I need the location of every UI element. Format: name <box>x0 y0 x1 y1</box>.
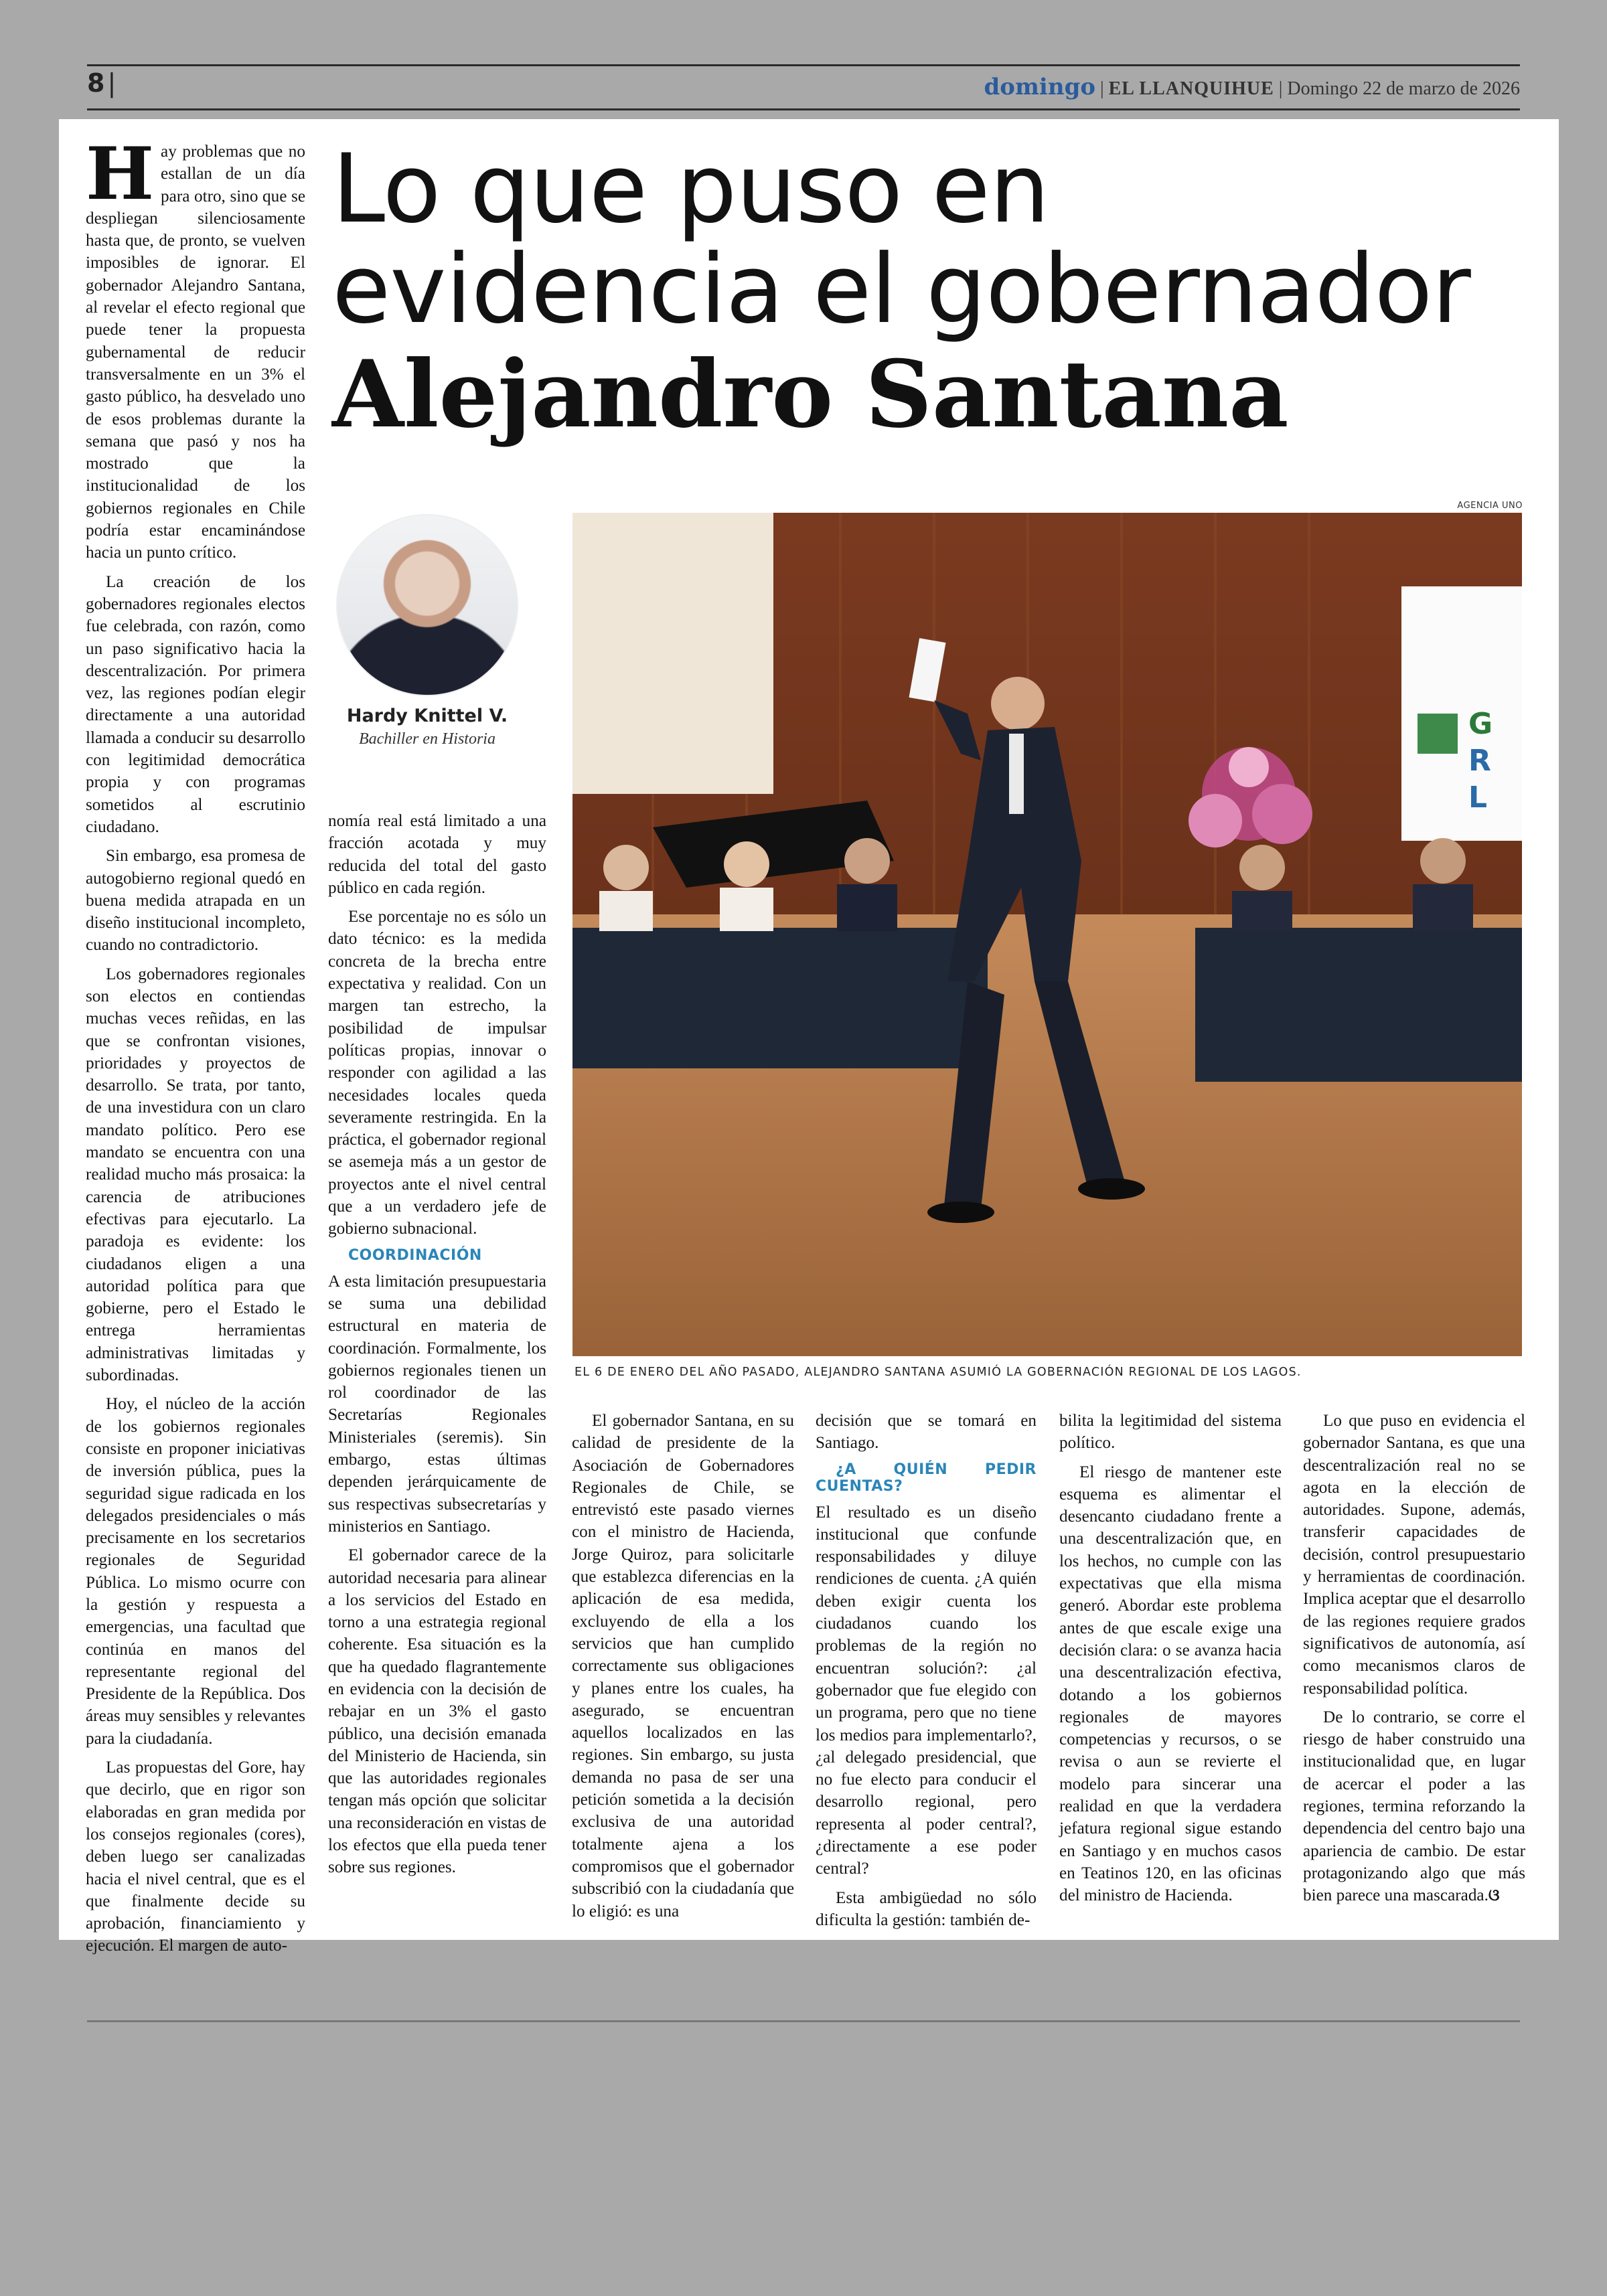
author-avatar <box>336 514 518 696</box>
paragraph: Hoy, el núcleo de la acción de los gobiernos regionales consiste en proponer iniciativas de inversión pública, pues la seguridad sigue radicada en los delegados presidenciales o más precisamente en los secretarios regionales de Seguridad Pública. Lo mismo ocurre con la gestión y respuesta a emergencias, una facultad que continúa en manos del representante regional del Presidente de la República. Dos áreas muy sensibles y relevantes para la ciudadanía. <box>86 1395 305 1748</box>
headline <box>332 134 1551 448</box>
table-right <box>1195 928 1522 1082</box>
photo-caption: EL 6 DE ENERO DEL AÑO PASADO, ALEJANDRO SANTANA ASUMIÓ LA GOBERNACIÓN REGIONAL DE LOS LAGOS. <box>575 1366 1302 1379</box>
paragraph: Sin embargo, esa promesa de autogobierno regional quedó en buena medida atrapada en un diseño institucional incompleto, cuando no contradictorio. <box>86 847 305 955</box>
headline-line-2: evidencia el gobernador <box>332 234 1470 345</box>
author-title: Bachiller en Historia <box>359 730 495 748</box>
paragraph: Los gobernadores regionales son electos en contiendas muchas veces reñidas, en las que se confrontan visiones, prioridades y proyectos de desarrollo. Se trata, por tanto, de una investidura con un claro mandato político. Pero ese mandato se encuentra con una realidad mucho más prosaica: la carencia de atribuciones efectivas para ejecutarlo. La paradoja es evidente: los ciudadanos eligen a una autoridad política para que gobierne, pero el Estado le entrega herramientas administrativas limitadas y subordinadas. <box>86 965 305 1385</box>
headline-line-1: Lo que puso en <box>332 134 1049 244</box>
paragraph: Lo que puso en evidencia el gobernador Santana, es que una descentralización real no se agota en la elección de autoridades. Supone, además, transferir capacidades de decisión, control presupuestario y herramientas de coordinación. Implica aceptar que el desarrollo de las regiones requiere grados significativos de autonomía, así como mecanismos claros de responsabilidad política. <box>1303 1412 1525 1698</box>
paragraph: Ese porcentaje no es sólo un dato técnico: es la medida concreta de la brecha entre expectativa y realidad. Con un margen tan estrecho, la posibilidad de impulsar políticas propias, innovar o responder con agilidad a las necesidades locales queda severamente restringida. En la práctica, el gobernador regional se asemeja más a un gestor de proyectos ante el nivel central que a un verdadero jefe de gobierno subnacional. <box>328 908 546 1238</box>
newspaper-name: EL LLANQUIHUE <box>1108 78 1274 99</box>
paragraph: El riesgo de mantener este esquema es alimentar el desencanto ciudadano frente a una descentralización que, en los hechos, no cumple con las expectativas que ella misma generó. Abordar este problema antes de que escale exige una decisión clara: o se avanza hacia una descentralización efectiva, dotando a los gobiernos regionales de mayores competencias y recursos, o se revisa o aun se revierte el modelo para sincerar una realidad en que la verdadera jefatura regional sigue estando en Santiago y en muchos casos en Teatinos 120, en las oficinas del ministro de Hacienda. <box>1059 1463 1282 1905</box>
column-5 <box>1059 1410 1282 1914</box>
left-wall-panel <box>572 513 773 794</box>
section-brand: domingo <box>984 74 1096 100</box>
banner-letter: R <box>1468 744 1491 778</box>
issue-date: Domingo 22 de marzo de 2026 <box>1287 78 1520 99</box>
subheading: ¿A QUIÉN PEDIR CUENTAS? <box>816 1461 1037 1495</box>
banner-letter: G <box>1468 707 1493 741</box>
headline-line-3: Alejandro Santana <box>332 339 1289 448</box>
column-2 <box>328 810 546 1886</box>
column-6 <box>1303 1410 1525 1914</box>
column-3 <box>572 1410 794 1929</box>
paragraph: A esta limitación presupuestaria se suma una debilidad estructural en materia de coordinación. Formalmente, los gobiernos regionales tienen un rol coordinador de las Secretarías Regionales Ministeriales (seremis). Sin embargo, estas últimas dependen jerárquicamente de sus respectivas subsecretarías y ministerios en Santiago. <box>328 1272 546 1536</box>
paragraph: Esta ambigüedad no sólo dificulta la gestión: también de- <box>816 1888 1037 1929</box>
page-number: 8 | <box>87 68 117 98</box>
author-name: Hardy Knittel V. <box>346 706 508 726</box>
author-box <box>333 514 521 748</box>
photo-credit: AGENCIA UNO <box>1457 501 1523 511</box>
folio-bar <box>87 64 1520 111</box>
folio-bottom-rule <box>87 108 1520 110</box>
paragraph: Hay problemas que no estallan de un día para otro, sino que se despliegan silenciosamente hasta que, de pronto, se vuelven imposibles de ignorar. El gobernador Alejandro Santana, al revelar el efecto regional que puede tener la propuesta gubernamental de reducir transversalmente en un 3% el gasto público, ha desvelado uno de esos problemas durante la semana que pasó y nos ha mostrado que la institucionalidad de los gobiernos regionales en Chile podría estar encaminándose hacia un punto crítico. <box>86 132 305 562</box>
photo-illustration <box>572 513 1522 1356</box>
folio-meta: domingo | EL LLANQUIHUE | Domingo 22 de marzo de 2026 <box>984 74 1520 100</box>
paragraph: nomía real está limitado a una fracción acotada y muy reducida del total del gasto público en cada región. <box>328 812 546 897</box>
table-left <box>572 928 988 1068</box>
paragraph: De lo contrario, se corre el riesgo de haber construido una institucionalidad que, en lugar de acercar el poder a las regiones, termina reforzando la dependencia del centro bajo una apariencia de cambio. De estar protagonizando algo que más bien parece una mascarada.ଓ <box>1303 1708 1525 1905</box>
column-1 <box>86 132 305 1964</box>
end-mark-icon: ଓ <box>1488 1886 1500 1905</box>
main-photo <box>572 513 1522 1356</box>
paragraph: El resultado es un diseño institucional que confunde responsabilidades y diluye rendiciones de cuenta. ¿A quién deben exigir cuenta los ciudadanos cuando los problemas de la región no encuentran solución?: ¿al gobernador que fue elegido con un programa, pero que no tiene los medios para implementarlo?, ¿al delegado presidencial, que no fue electo para conducir el desarrollo regional, pero representa al poder central?, ¿directamente a ese poder central? <box>816 1503 1037 1878</box>
column-4 <box>816 1410 1037 1938</box>
banner-logo-icon <box>1418 714 1458 754</box>
paragraph: El gobernador Santana, en su calidad de presidente de la Asociación de Gobernadores Regionales de Chile, se entrevistó este pasado viernes con el ministro de Hacienda, Jorge Quiroz, para solicitarle que establezca diferencias en la aplicación de esa medida, excluyendo de ella a los servicios que han cumplido correctamente sus obligaciones y planes entre los cuales, ha asegurado, se encuentran aquellos localizados en las regiones. Sin embargo, su justa demanda no pasa de ser una petición sometida a la decisión exclusiva de una autoridad totalmente ajena a los compromisos que el gobernador subscribió con la ciudadanía que lo eligió: es una <box>572 1412 794 1920</box>
drop-cap: H <box>86 132 155 216</box>
paragraph: bilita la legitimidad del sistema político. <box>1059 1412 1282 1453</box>
bottom-rule <box>87 2020 1520 2022</box>
paragraph: Las propuestas del Gore, hay que decirlo, que en rigor son elaboradas en gran medida por los consejos regionales (cores), deben luego ser canalizadas hacia el nivel central, que es el que finalmente decide su aprobación, financiamiento y ejecución. El margen de auto- <box>86 1758 305 1955</box>
paragraph: El gobernador carece de la autoridad necesaria para alinear a los servicios del Estado en torno a una estrategia regional coherente. Esa situación es la que ha quedado flagrantemente en evidencia con la decisión de rebajar en un 3% el gasto público, una decisión emanada del Ministerio de Hacienda, sin que las autoridades regionales tengan más opción que solicitar una reconsideración en vistas de los efectos que ella pueda tener sobre sus regiones. <box>328 1546 546 1877</box>
paragraph: decisión que se tomará en Santiago. <box>816 1412 1037 1453</box>
subheading: COORDINACIÓN <box>348 1246 482 1264</box>
banner-letter: L <box>1468 781 1488 815</box>
article-page <box>59 119 1559 1955</box>
folio-top-rule <box>87 64 1520 66</box>
paragraph: La creación de los gobernadores regionales electos fue celebrada, con razón, como un paso significativo hacia la descentralización. Por primera vez, las regiones podían elegir directamente a una autoridad llamada a conducir su desarrollo con legitimidad democrática propia y con programas sometidos al escrutinio ciudadano. <box>86 572 305 836</box>
